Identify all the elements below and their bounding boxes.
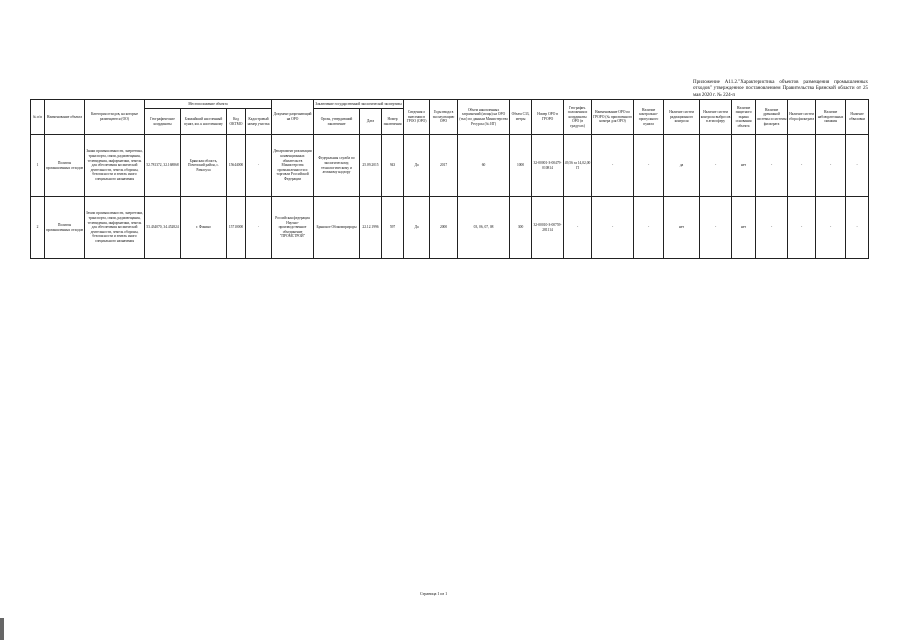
cell-protection: нет bbox=[732, 135, 756, 197]
cell-emissions: - bbox=[700, 135, 732, 197]
cell-waste: Знаки промышленности, энергетика, транспорта, связи, радиовещания, телевидения, информатики, земель для обеспечения космической деятельности, земель обороны, безопасности и земель иного специального назначения bbox=[85, 135, 145, 197]
cell-oro-number: 32-00001-З-00479-010814 bbox=[532, 135, 564, 197]
header-drainage: Наличие дренажной системы и системы фильтрата bbox=[756, 100, 788, 135]
cell-fencing: - bbox=[846, 135, 869, 197]
header-gro: Сведения о внесении в ГРОО (ОРО) bbox=[404, 100, 430, 135]
header-fencing: Наличие обваловки bbox=[846, 100, 869, 135]
header-control: Наличие контрольно-пропускного пункта bbox=[634, 100, 664, 135]
header-doc: Документ разрешающий на ОРО bbox=[272, 100, 314, 135]
header-conc-body: Орган, утвердивший заключение bbox=[314, 109, 360, 135]
cell-doc: Российская федерация Научно-производственное объединение "ПРОМСТРОЙ" bbox=[272, 197, 314, 259]
cell-control: - bbox=[634, 197, 664, 259]
cell-geo: 53.434070, 34.452824 bbox=[145, 197, 181, 259]
cell-area: 1000 bbox=[510, 135, 532, 197]
header-location-group: Местоположение объекта bbox=[145, 100, 272, 109]
cell-cadastral: - bbox=[246, 197, 272, 259]
cell-year: 2000 bbox=[430, 197, 458, 259]
cell-number: 943 bbox=[382, 135, 404, 197]
cell-name: Полигон промышленных отходов bbox=[45, 135, 85, 197]
header-conc-number: Номер заключения bbox=[382, 109, 404, 135]
cell-coords: 49,56 га 14,02,00 П bbox=[564, 135, 592, 197]
header-geo: Географические координаты bbox=[145, 109, 181, 135]
header-year: Годы ввода в эксплуатацию ОРО bbox=[430, 100, 458, 135]
cell-gro: Да bbox=[404, 197, 430, 259]
cell-monitoring: да bbox=[664, 135, 700, 197]
cell-body: Федеральная служба по экологическому, технологическому и атомному надзору bbox=[314, 135, 360, 197]
header-conc-date: Дата bbox=[360, 109, 382, 135]
cell-coords: - bbox=[564, 197, 592, 259]
table-row bbox=[31, 197, 869, 259]
cell-geo: 52.781372, 32.168868 bbox=[145, 135, 181, 197]
header-conclusion-group: Заключение государственной экологической экспертизы bbox=[314, 100, 404, 109]
header-name: Наименование объекта bbox=[45, 100, 85, 135]
header-emissions: Наличие систем контроля выбросов в атмосферу bbox=[700, 100, 732, 135]
header-num: № п/п bbox=[31, 100, 45, 135]
header-protection: Наличие защитного экрана основания объекта bbox=[732, 100, 756, 135]
cell-year: 2017 bbox=[430, 135, 458, 197]
cell-name: Полигон промышленных отходов bbox=[45, 197, 85, 259]
cell-filter: - bbox=[788, 135, 816, 197]
cell-oktmo: 15710000 bbox=[227, 197, 246, 259]
header-monitoring: Наличие систем радиационного контроля bbox=[664, 100, 700, 135]
header-filter: Наличие систем сбора фильтрата bbox=[788, 100, 816, 135]
cell-date: 22.12.1996 bbox=[360, 197, 382, 259]
header-capacity: Объем накопленных загрязнений (мощн) на ОРО (тыс) по данным Министерства Ресурсы (№ ИГ) bbox=[458, 100, 510, 135]
scan-edge-mark bbox=[0, 618, 4, 640]
cell-oro-number: 32-00010-З-00759-281114 bbox=[532, 197, 564, 259]
header-note: Приложение А11.2."Характеристика объектов размещения промышленных отходов" утвержденное постановлением Правительства Брянской области от 25 мая 2020 г. № 224-п bbox=[693, 80, 868, 98]
cell-waste: Земли промышленности, энергетики, транспорта, связи, радиовещания, телевидения, информатики, земель для обеспечения космической деятельности, земель обороны, безопасности и земель иного специального назначения bbox=[85, 197, 145, 259]
cell-nearest: г. Фокино bbox=[181, 197, 227, 259]
header-coords: Географич. положения и координаты ОРО (в градусах) bbox=[564, 100, 592, 135]
cell-fencing: - bbox=[846, 197, 869, 259]
cell-num: 2 bbox=[31, 197, 45, 259]
cell-emissions: - bbox=[700, 197, 732, 259]
cell-doc: Департамент реализации конвенционных обязательств Министерства промышленности и торговли Российской Федерации bbox=[272, 135, 314, 197]
waste-facilities-table bbox=[30, 99, 869, 259]
cell-observation: - bbox=[816, 135, 846, 197]
cell-oktmo: 15644000 bbox=[227, 135, 246, 197]
header-oro-number: Номер ОРО в ГРОРО bbox=[532, 100, 564, 135]
cell-number: 597 bbox=[382, 197, 404, 259]
header-owner: Наименование ОРО по ГРОРО (№ присвоенного номера для ОРО) bbox=[592, 100, 634, 135]
cell-owner: - bbox=[592, 135, 634, 197]
cell-observation: - bbox=[816, 197, 846, 259]
cell-area: 300 bbox=[510, 197, 532, 259]
cell-protection: нет bbox=[732, 197, 756, 259]
header-nearest: Ближайший населенный пункт, км. к населенному bbox=[181, 109, 227, 135]
cell-drainage: - bbox=[756, 135, 788, 197]
cell-cadastral: - bbox=[246, 135, 272, 197]
cell-num: 1 bbox=[31, 135, 45, 197]
header-area: Объем С33, метры bbox=[510, 100, 532, 135]
header-cadastral: Кадастровый номер участка bbox=[246, 109, 272, 135]
cell-control: - bbox=[634, 135, 664, 197]
table-row bbox=[31, 135, 869, 197]
cell-nearest: Брянская область, Почепский район, с. Рамасуха bbox=[181, 135, 227, 197]
header-oktmo: Код ОКТМО bbox=[227, 109, 246, 135]
cell-monitoring: нет bbox=[664, 197, 700, 259]
header-waste: Категория отходов, на которые размещаются (ОО) bbox=[85, 100, 145, 135]
cell-capacity: 03, 06, 07, 08 bbox=[458, 197, 510, 259]
cell-owner: - bbox=[592, 197, 634, 259]
cell-date: 25.09.2015 bbox=[360, 135, 382, 197]
header-observation: Наличие наблюдательных скважин bbox=[816, 100, 846, 135]
cell-filter: - bbox=[788, 197, 816, 259]
cell-capacity: 60 bbox=[458, 135, 510, 197]
cell-gro: Да bbox=[404, 135, 430, 197]
page-footer: Страница 1 из 1 bbox=[420, 591, 448, 596]
cell-body: Брянское Облкомприроды bbox=[314, 197, 360, 259]
cell-drainage: - bbox=[756, 197, 788, 259]
